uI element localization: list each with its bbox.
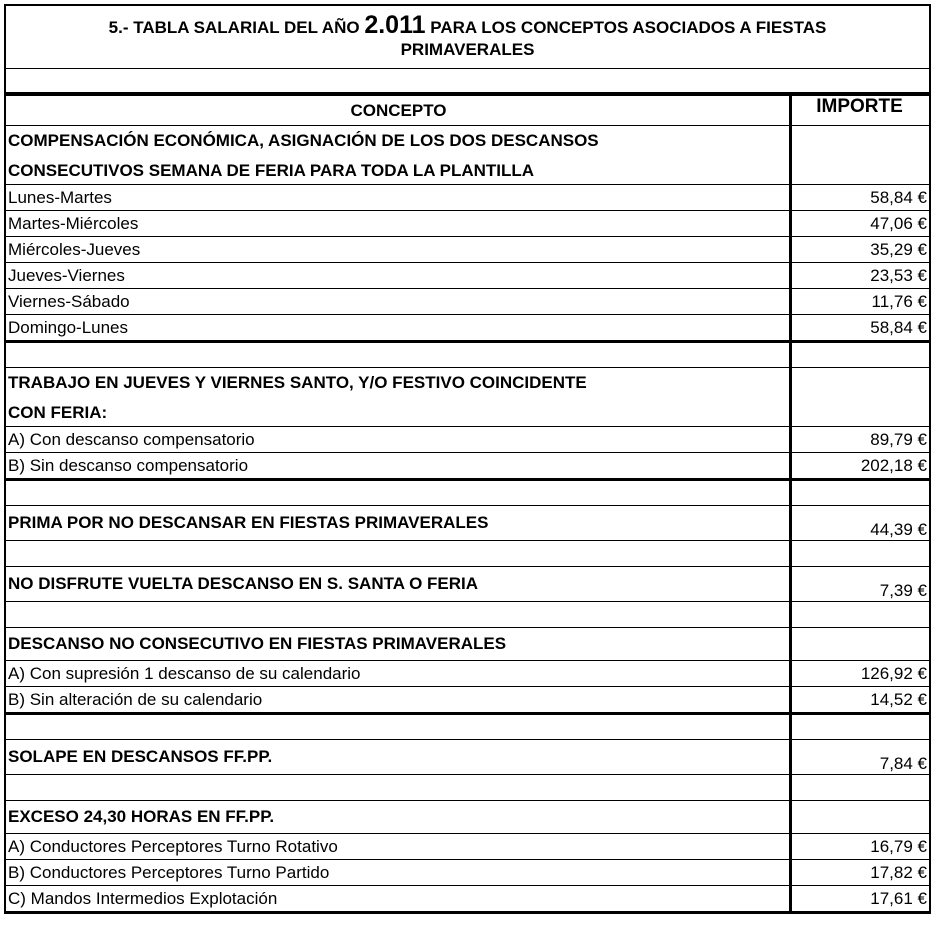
- row-label: Martes-Miércoles: [4, 211, 790, 237]
- row-label: Viernes-Sábado: [4, 289, 790, 315]
- heading-line1: COMPENSACIÓN ECONÓMICA, ASIGNACIÓN DE LOS DOS DESCANSOS: [8, 131, 599, 150]
- table-row: [4, 661, 931, 687]
- section-heading-row: [4, 126, 931, 185]
- row-label: Lunes-Martes: [4, 185, 790, 211]
- row-value: 58,84 €: [790, 185, 931, 211]
- table-row: [4, 237, 931, 263]
- row-label: B) Sin descanso compensatorio: [4, 453, 790, 481]
- table-row: [4, 886, 931, 914]
- table-row: [4, 740, 931, 775]
- row-value: 202,18 €: [790, 453, 931, 481]
- row-label: B) Sin alteración de su calendario: [4, 687, 790, 715]
- spacer-cell: [4, 481, 790, 506]
- spacer-cell: [790, 602, 931, 628]
- header-row: [4, 93, 931, 126]
- row-label: B) Conductores Perceptores Turno Partido: [4, 860, 790, 886]
- spacer-cell: [4, 715, 790, 740]
- row-label: A) Con supresión 1 descanso de su calendario: [4, 661, 790, 687]
- spacer-cell: [790, 715, 931, 740]
- section-heading: EXCESO 24,30 HORAS EN FF.PP.: [4, 801, 790, 834]
- table-row: [4, 427, 931, 453]
- table-row: [4, 211, 931, 237]
- spacer-cell: [790, 343, 931, 368]
- row-value: 58,84 €: [790, 315, 931, 343]
- spacer-row: [4, 715, 931, 740]
- heading-line1: TRABAJO EN JUEVES Y VIERNES SANTO, Y/O FESTIVO COINCIDENTE: [8, 373, 587, 392]
- table-row: [4, 185, 931, 211]
- row-label: C) Mandos Intermedios Explotación: [4, 886, 790, 914]
- row-value: 44,39 €: [790, 506, 931, 541]
- table-row: [4, 860, 931, 886]
- title-row: [4, 4, 931, 68]
- importe-cell-empty: [790, 126, 931, 185]
- table-row: [4, 263, 931, 289]
- table-title: [4, 4, 931, 68]
- table-row: [4, 834, 931, 860]
- section-heading-row: [4, 628, 931, 661]
- row-value: 11,76 €: [790, 289, 931, 315]
- section-heading: [4, 126, 790, 185]
- row-value: 23,53 €: [790, 263, 931, 289]
- section-heading: DESCANSO NO CONSECUTIVO EN FIESTAS PRIMAVERALES: [4, 628, 790, 661]
- section-heading-row: [4, 368, 931, 427]
- row-label: Miércoles-Jueves: [4, 237, 790, 263]
- row-value: 126,92 €: [790, 661, 931, 687]
- section-heading: NO DISFRUTE VUELTA DESCANSO EN S. SANTA O FERIA: [4, 567, 790, 602]
- table-row: [4, 567, 931, 602]
- title-line2: PRIMAVERALES: [400, 40, 535, 59]
- title-text-after: PARA LOS CONCEPTOS ASOCIADOS A FIESTAS: [430, 18, 827, 37]
- row-label: A) Conductores Perceptores Turno Rotativo: [4, 834, 790, 860]
- importe-cell-empty: [790, 628, 931, 661]
- blank-cell: [4, 68, 931, 93]
- row-value: 35,29 €: [790, 237, 931, 263]
- row-value: 17,82 €: [790, 860, 931, 886]
- row-label: Jueves-Viernes: [4, 263, 790, 289]
- header-importe: IMPORTE: [790, 93, 931, 126]
- spacer-cell: [790, 481, 931, 506]
- spacer-row: [4, 775, 931, 801]
- spacer-row: [4, 541, 931, 567]
- row-label: A) Con descanso compensatorio: [4, 427, 790, 453]
- spacer-cell: [4, 541, 790, 567]
- header-concepto: CONCEPTO: [4, 93, 790, 126]
- table-row: [4, 506, 931, 541]
- section-heading: [4, 368, 790, 427]
- row-value: 7,39 €: [790, 567, 931, 602]
- spacer-row: [4, 343, 931, 368]
- spacer-cell: [4, 343, 790, 368]
- section-heading: PRIMA POR NO DESCANSAR EN FIESTAS PRIMAVERALES: [4, 506, 790, 541]
- spacer-cell: [790, 775, 931, 801]
- row-value: 14,52 €: [790, 687, 931, 715]
- table-row: [4, 315, 931, 343]
- spacer-row: [4, 481, 931, 506]
- spacer-cell: [4, 775, 790, 801]
- title-year: 2.011: [364, 11, 426, 39]
- section-heading: SOLAPE EN DESCANSOS FF.PP.: [4, 740, 790, 775]
- blank-row: [4, 68, 931, 93]
- row-label: Domingo-Lunes: [4, 315, 790, 343]
- title-text-before: 5.- TABLA SALARIAL DEL AÑO: [108, 18, 360, 37]
- spacer-row: [4, 602, 931, 628]
- section-heading-row: [4, 801, 931, 834]
- importe-cell-empty: [790, 801, 931, 834]
- salary-table: [4, 4, 931, 914]
- heading-line2: CON FERIA:: [8, 403, 108, 422]
- table-row: [4, 687, 931, 715]
- heading-line2: CONSECUTIVOS SEMANA DE FERIA PARA TODA LA PLANTILLA: [8, 161, 535, 180]
- table-row: [4, 289, 931, 315]
- spacer-cell: [4, 602, 790, 628]
- row-value: 7,84 €: [790, 740, 931, 775]
- row-value: 47,06 €: [790, 211, 931, 237]
- importe-cell-empty: [790, 368, 931, 427]
- row-value: 17,61 €: [790, 886, 931, 914]
- spacer-cell: [790, 541, 931, 567]
- row-value: 89,79 €: [790, 427, 931, 453]
- row-value: 16,79 €: [790, 834, 931, 860]
- table-row: [4, 453, 931, 481]
